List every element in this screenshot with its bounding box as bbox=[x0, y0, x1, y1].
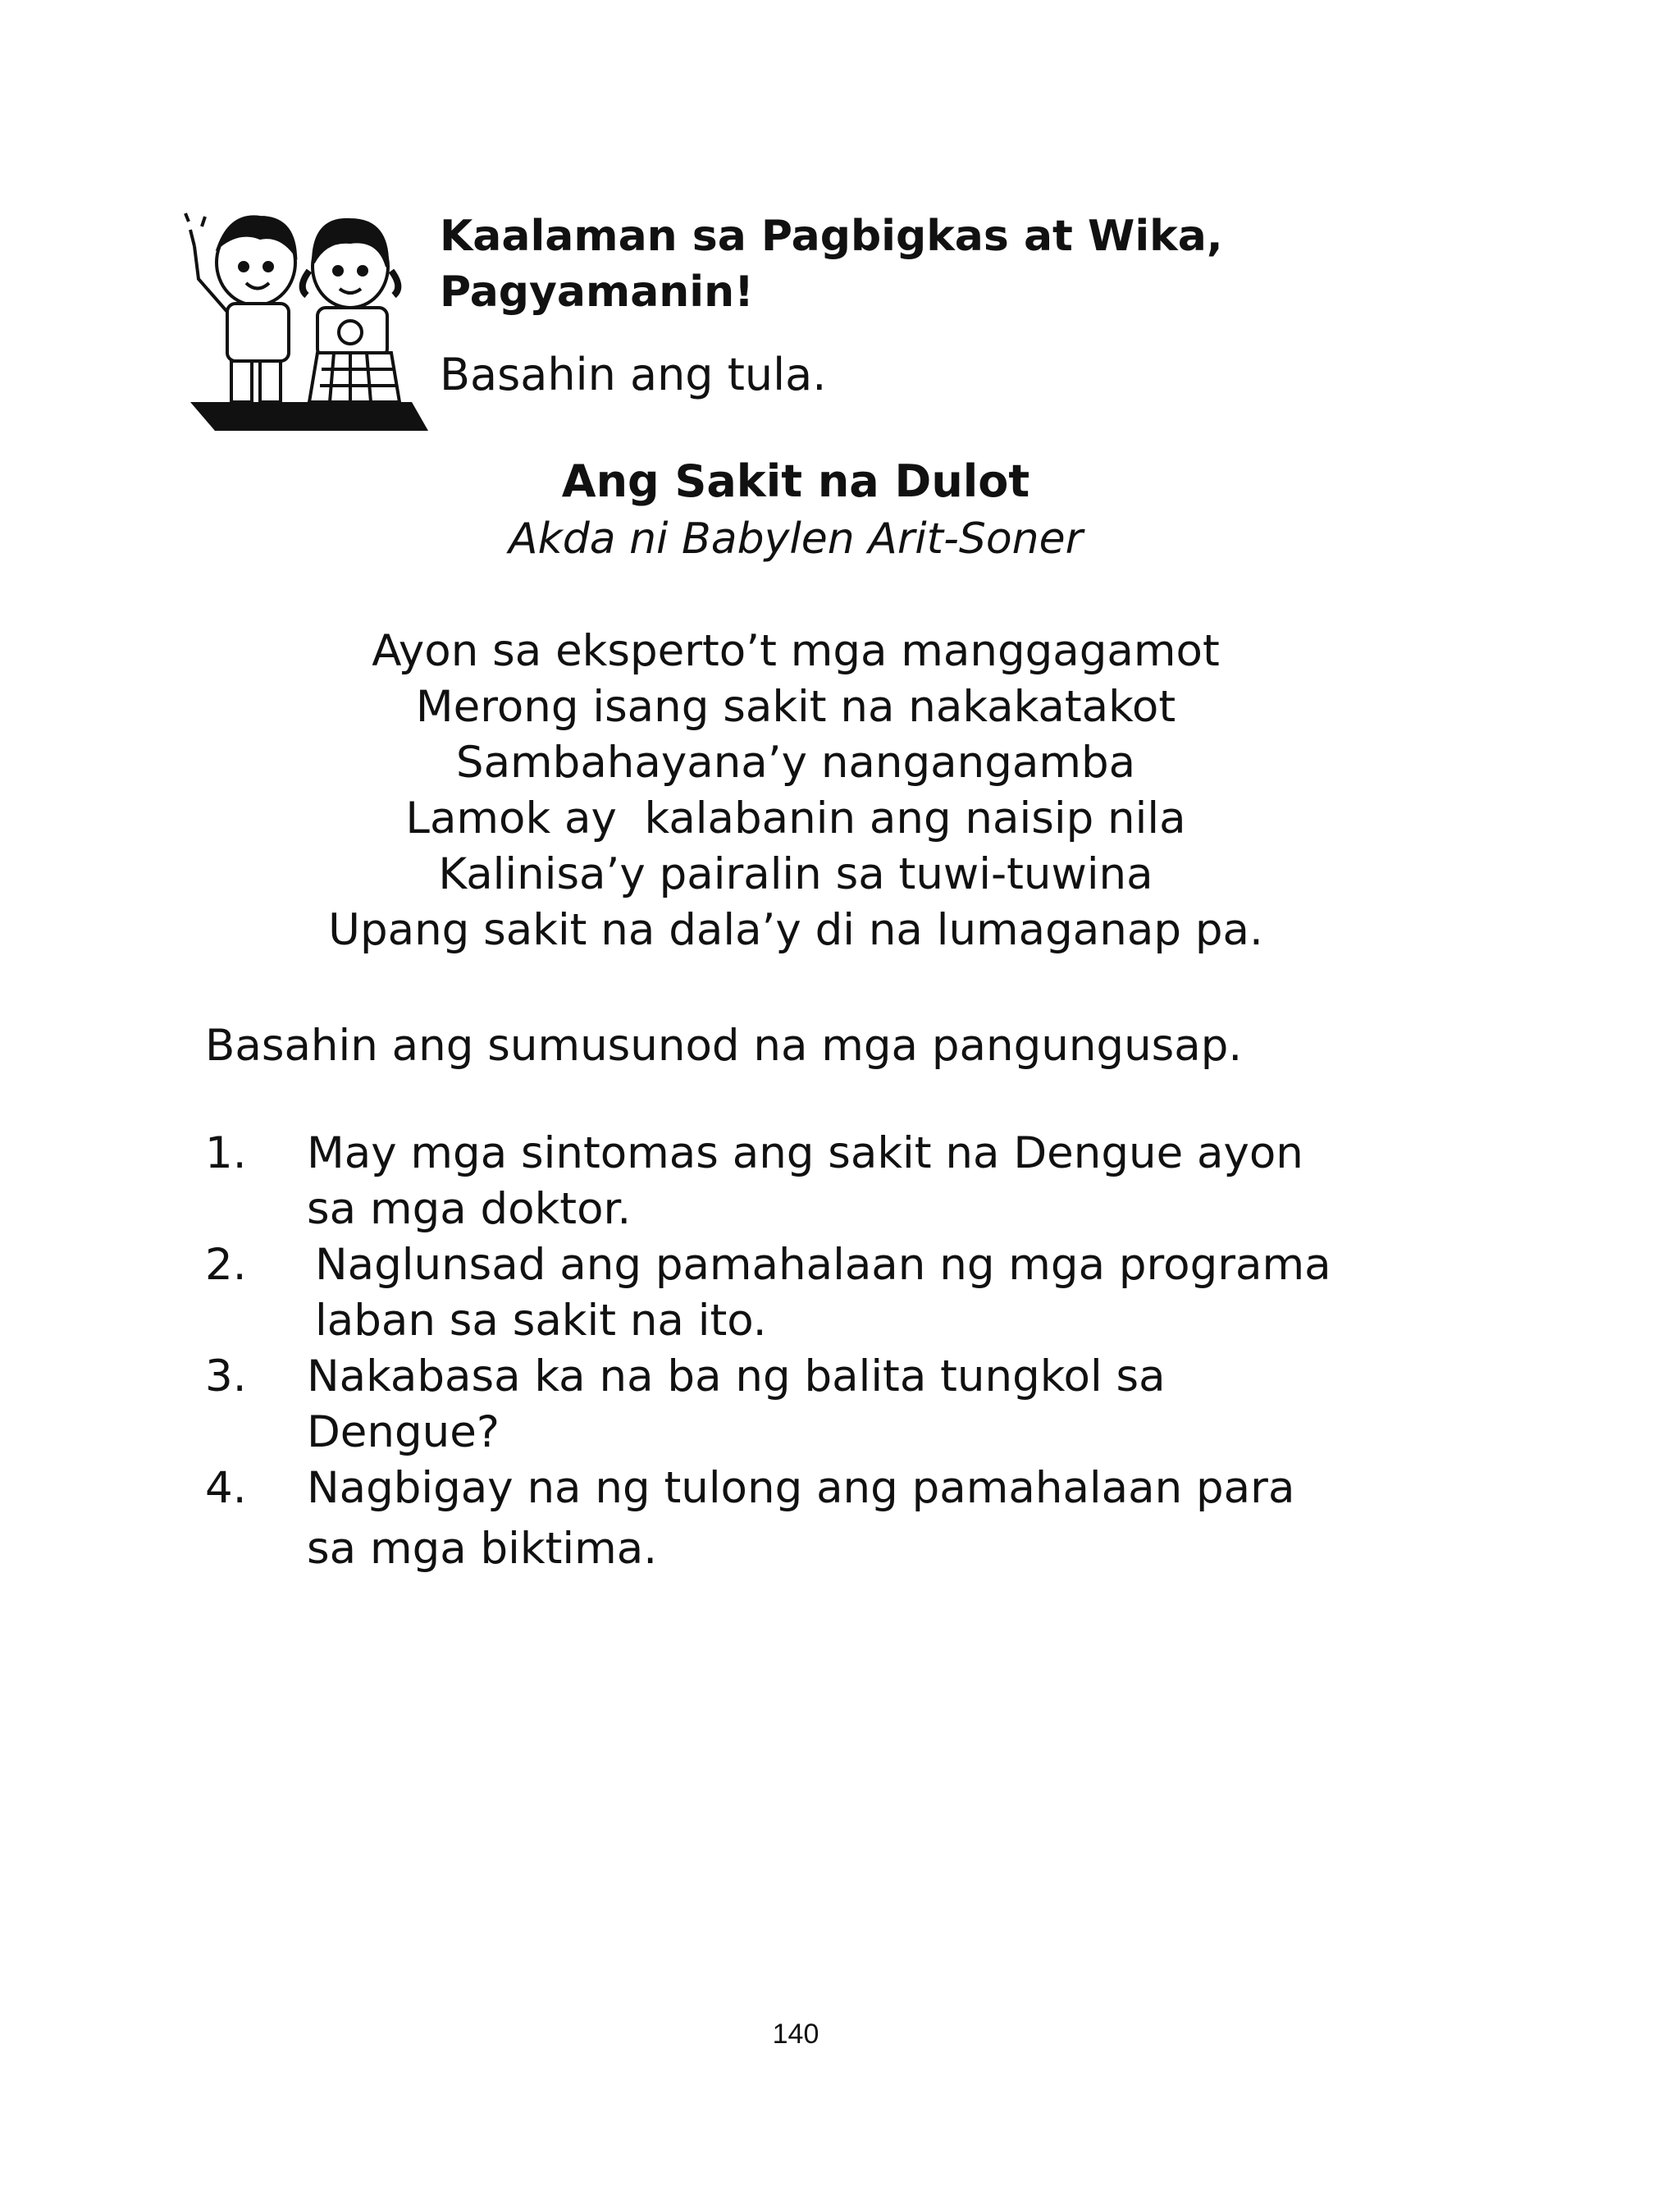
list-item bbox=[205, 1349, 1595, 1461]
poem-body bbox=[0, 624, 1591, 958]
list-item bbox=[205, 1237, 1595, 1349]
poem-line: Ayon sa eksperto’t mga manggagamot bbox=[372, 626, 1220, 676]
poem-line: Sambahayana’y nangangamba bbox=[455, 738, 1136, 788]
item-number: 1. bbox=[205, 1128, 247, 1178]
children-drawing bbox=[182, 197, 445, 435]
poem-line: Merong isang sakit na nakakatakot bbox=[415, 682, 1176, 732]
item-number: 3. bbox=[205, 1351, 247, 1401]
read-poem-instruction: Basahin ang tula. bbox=[440, 349, 827, 400]
poem-line: Upang sakit na dala’y di na lumaganap pa. bbox=[328, 905, 1263, 955]
children-illustration bbox=[182, 197, 445, 435]
section-heading-line1: Kaalaman sa Pagbigkas at Wika, bbox=[440, 212, 1223, 261]
item-text-line2: sa mga biktima. bbox=[307, 1524, 658, 1574]
page-number: 140 bbox=[772, 2019, 819, 2050]
item-text-line1: Nagbigay na ng tulong ang pamahalaan para bbox=[307, 1463, 1295, 1513]
section-heading bbox=[440, 208, 1223, 320]
list-item bbox=[205, 1126, 1595, 1237]
item-text-line1: Naglunsad ang pamahalaan ng mga programa bbox=[315, 1240, 1331, 1290]
item-text-line2: sa mga doktor. bbox=[307, 1184, 632, 1234]
item-number: 2. bbox=[205, 1240, 247, 1290]
item-text-line2: laban sa sakit na ito. bbox=[315, 1296, 767, 1346]
poem-author: Akda ni Babylen Arit-Soner bbox=[509, 514, 1083, 564]
poem-line: Lamok ay kalabanin ang naisip nila bbox=[405, 793, 1186, 844]
sentence-list bbox=[205, 1126, 1595, 1577]
list-item bbox=[205, 1461, 1595, 1577]
poem-title: Ang Sakit na Dulot bbox=[561, 455, 1030, 507]
item-text-line1: May mga sintomas ang sakit na Dengue ayon bbox=[307, 1128, 1303, 1178]
section-heading-line2: Pagyamanin! bbox=[440, 267, 754, 317]
item-text-line1: Nakabasa ka na ba ng balita tungkol sa bbox=[307, 1351, 1166, 1401]
item-number: 4. bbox=[205, 1463, 247, 1513]
exercise-instruction: Basahin ang sumusunod na mga pangungusap. bbox=[205, 1021, 1243, 1071]
poem-line: Kalinisa’y pairalin sa tuwi-tuwina bbox=[438, 849, 1153, 899]
item-text-line2: Dengue? bbox=[307, 1407, 500, 1457]
